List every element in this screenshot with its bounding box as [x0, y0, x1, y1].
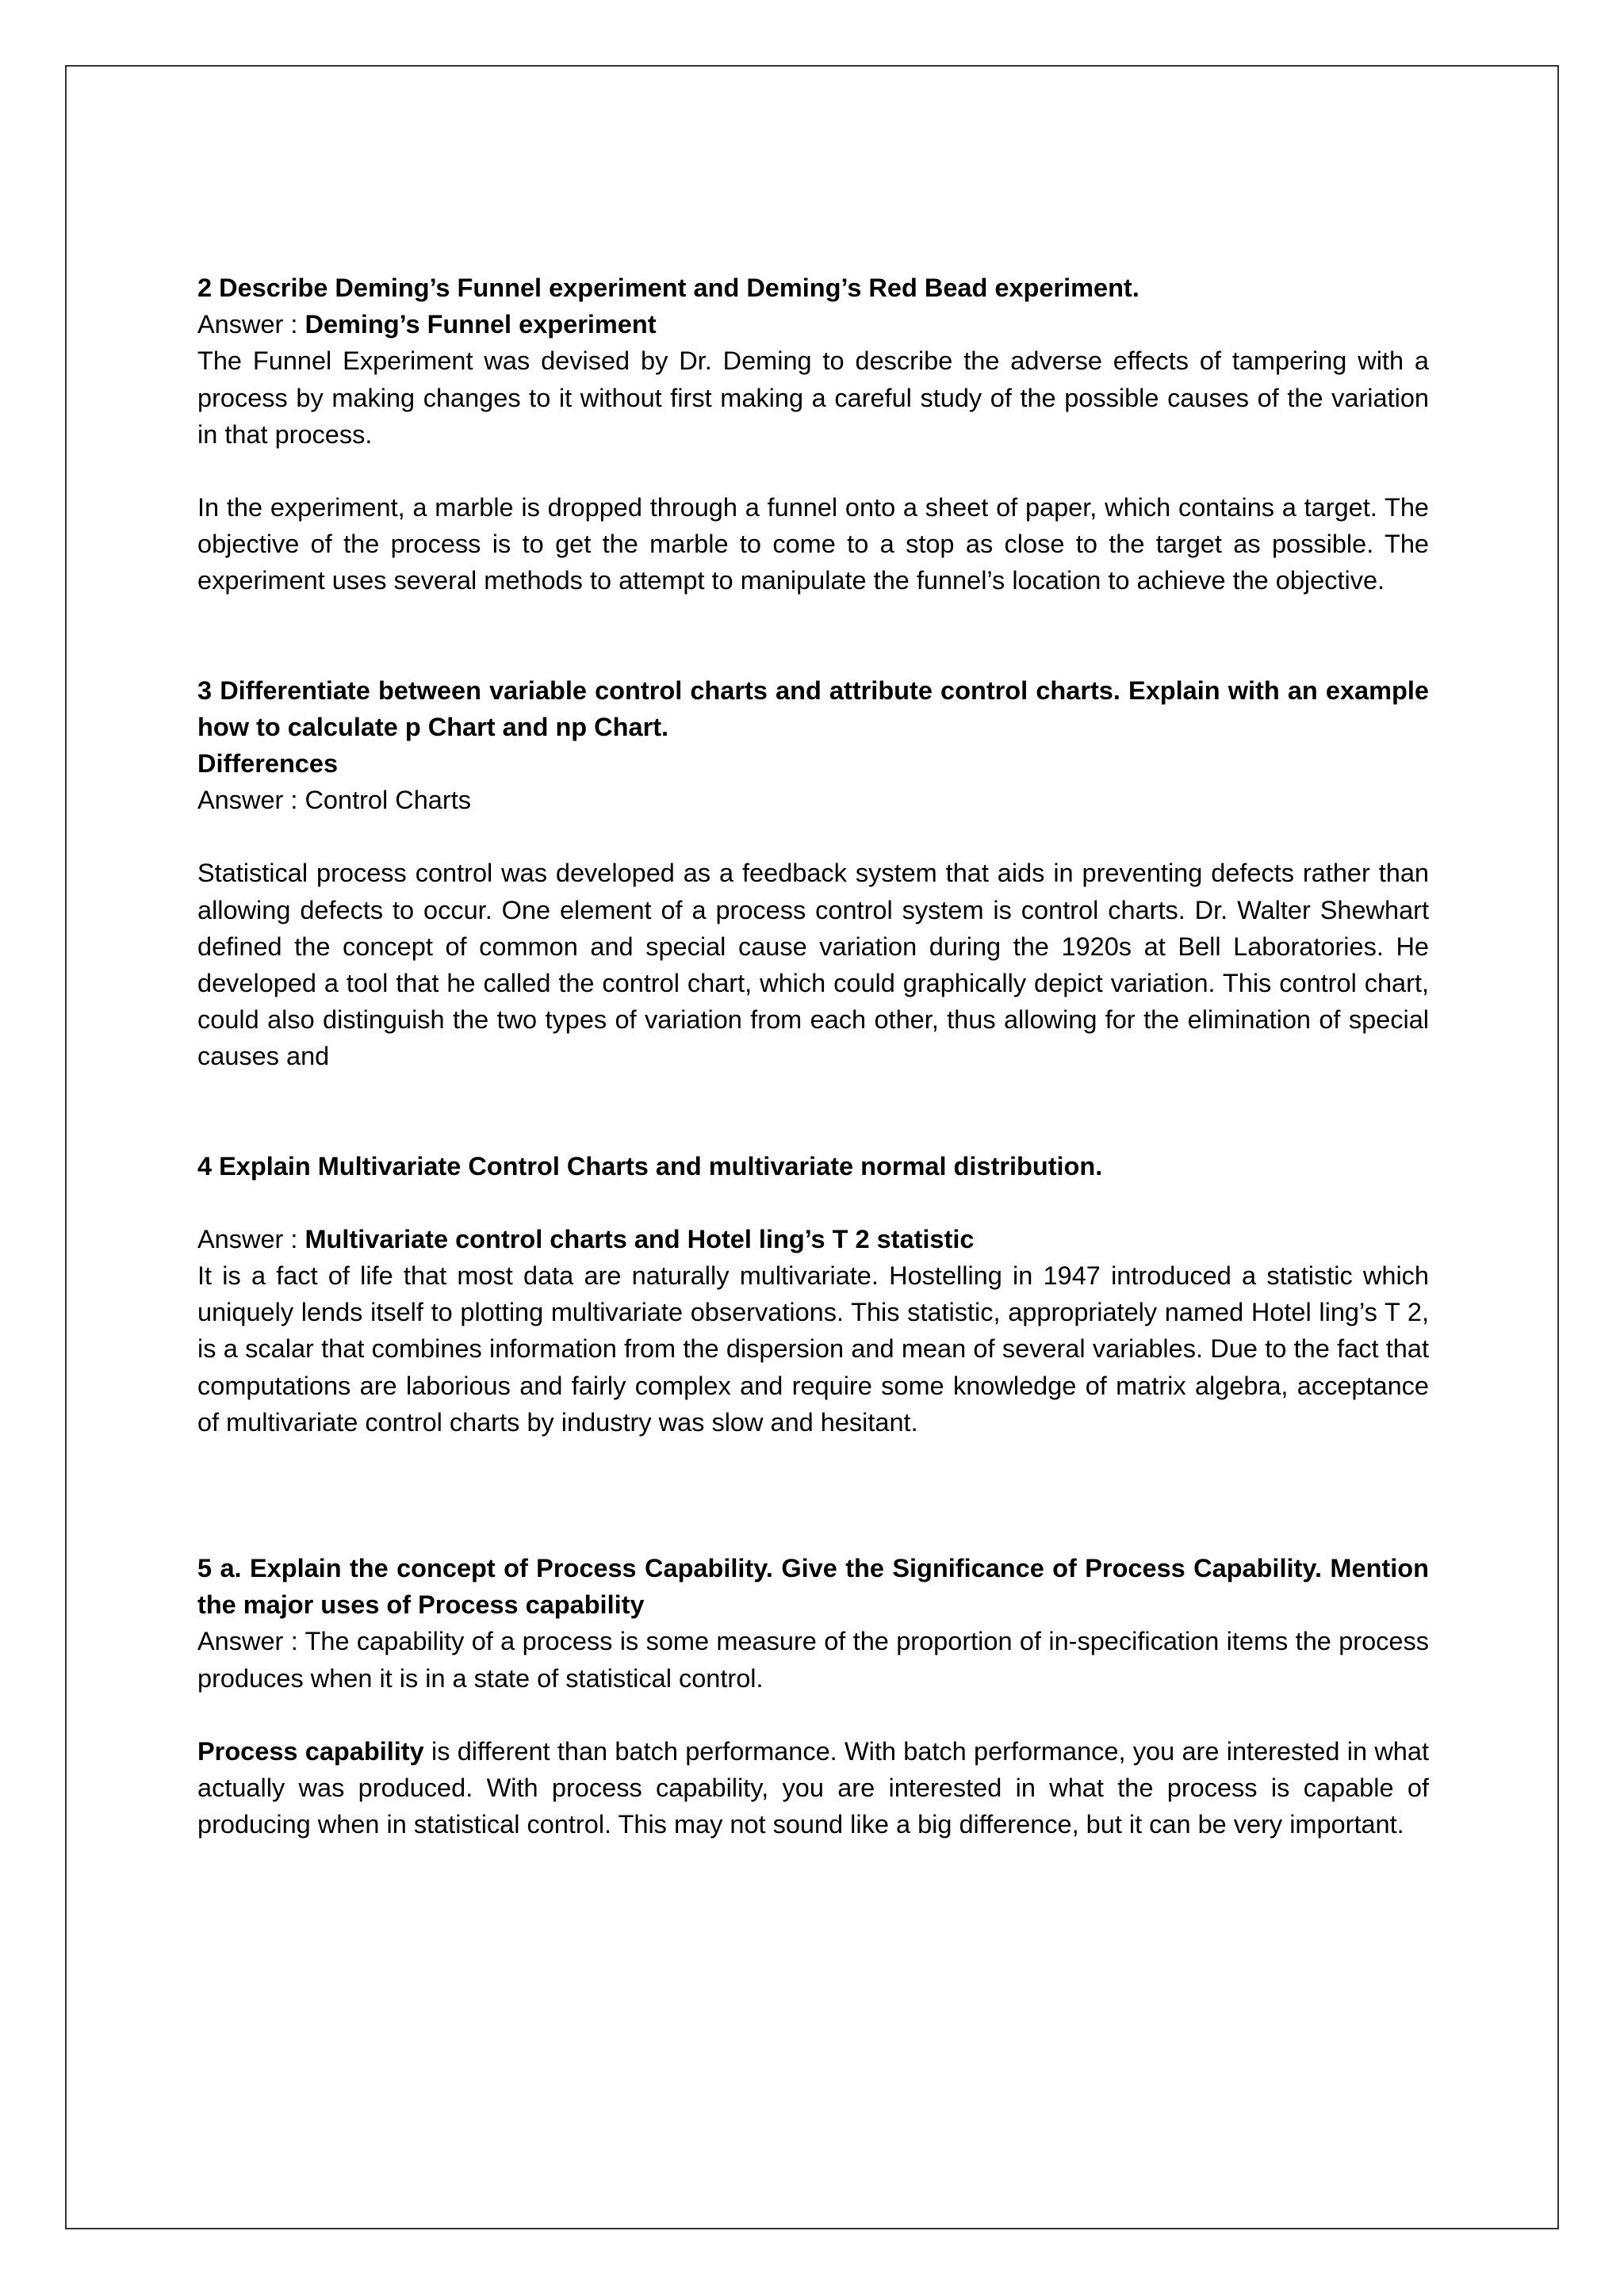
q2-heading: 2 Describe Deming’s Funnel experiment and Deming’s Red Bead experiment. — [197, 274, 1139, 302]
q5-paragraph-2-text: is different than batch performance. With batch performance, you are interested in what actually was produced. With process capability, you are interested in what the process is capable of producing when in statistical control. This may not sound like a big difference, but it can be very important. — [197, 1736, 1429, 1839]
q4-answer-prefix: Answer : — [197, 1224, 305, 1253]
q2-paragraph-2: In the experiment, a marble is dropped through a funnel onto a sheet of paper, which contains a target. The objective of the process is to get the marble to come to a stop as close to the target as possible. The experiment uses several methods to attempt to manipulate the funnel’s location to achieve the objective. — [197, 493, 1429, 595]
q3-answer-line: Answer : Control Charts — [197, 786, 471, 815]
q5-heading: 5 a. Explain the concept of Process Capability. Give the Significance of Process Capability. Mention the major uses of Process capability — [197, 1554, 1429, 1620]
q3-heading: 3 Differentiate between variable control charts and attribute control charts. Explain with an example how to calculate p Chart and np Chart. — [197, 675, 1429, 741]
q4-answer-line — [197, 1221, 1429, 1257]
q5-term-process-capability: Process capability — [197, 1736, 424, 1766]
q5-paragraph-2 — [197, 1733, 1429, 1843]
q4-heading: 4 Explain Multivariate Control Charts and multivariate normal distribution. — [197, 1151, 1103, 1181]
q4-paragraph-1: It is a fact of life that most data are naturally multivariate. Hostelling in 1947 introduced a statistic which uniquely lends itself to plotting multivariate observations. This statistic, appropriately named Hotel ling’s T 2, is a scalar that combines information from the dispersion and mean of several variables. Due to the fact that computations are laborious and fairly complex and require some knowledge of matrix algebra, acceptance of multivariate control charts by industry was slow and hesitant. — [197, 1261, 1429, 1437]
q3-subheading: Differences — [197, 749, 339, 779]
document-body — [197, 270, 1429, 1843]
q2-answer-prefix: Answer : — [197, 310, 305, 339]
q2-answer-title: Deming’s Funnel experiment — [304, 310, 657, 339]
q2-paragraph-1: The Funnel Experiment was devised by Dr. Deming to describe the adverse effects of tampering with a process by making changes to it without first making a careful study of the possible causes of the variation in that process. — [197, 346, 1429, 449]
q3-paragraph-1: Statistical process control was developed as a feedback system that aids in preventing defects rather than allowing defects to occur. One element of a process control system is control charts. Dr. Walter Shewhart defined the concept of common and special cause variation during the 1920s at Bell Laboratories. He developed a tool that he called the control chart, which could graphically depict variation. This control chart, could also distinguish the two types of variation from each other, thus allowing for the elimination of special causes and — [197, 859, 1429, 1071]
q2-answer-line — [197, 306, 1429, 342]
q4-answer-title: Multivariate control charts and Hotel ling’s T 2 statistic — [304, 1224, 975, 1253]
q5-paragraph-1: Answer : The capability of a process is some measure of the proportion of in-specification items the process produces when it is in a state of statistical control. — [197, 1627, 1429, 1693]
